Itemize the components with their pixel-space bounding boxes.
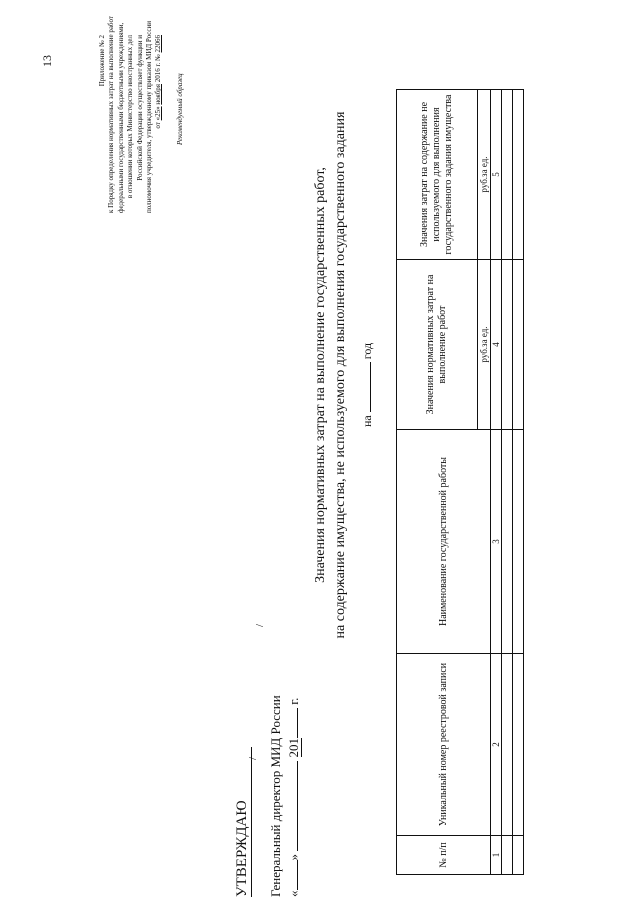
header-property-costs: Значения затрат на содержание не используемого для выполнения государственного задания имущества	[397, 90, 478, 260]
table-cell[interactable]	[502, 90, 513, 260]
header-work-costs: Значения нормативных затрат на выполнение работ	[397, 260, 478, 430]
column-number: 5	[491, 90, 502, 260]
column-number-row	[491, 90, 502, 875]
year-blank	[370, 362, 371, 412]
order-year: 2016 г. №	[154, 54, 163, 83]
table-cell[interactable]	[513, 430, 524, 654]
column-number: 3	[491, 430, 502, 654]
table-row	[502, 90, 513, 875]
norm-costs-table	[396, 89, 524, 875]
document-title	[311, 55, 351, 695]
signature-slash: /	[247, 756, 259, 760]
column-number: 2	[491, 654, 502, 836]
year-digit-blank	[296, 708, 298, 738]
table-cell[interactable]	[502, 260, 513, 430]
date-close-quote: »	[286, 854, 301, 861]
year-prefix: 201	[286, 738, 301, 758]
page-number: 13	[40, 55, 54, 67]
unit-cell: руб.за ед.	[478, 90, 491, 260]
appendix-line: в отношении которых Министерство иностранных дел	[126, 35, 135, 199]
table-cell[interactable]	[502, 654, 513, 836]
signature-line	[251, 747, 252, 897]
appendix-reference	[98, 16, 164, 213]
unit-cell: руб.за ед.	[478, 260, 491, 430]
table-cell[interactable]	[502, 430, 513, 654]
year-suffix: г.	[286, 697, 301, 705]
header-registry-number: Уникальный номер реестровой записи	[397, 654, 491, 836]
title-line-2: на содержание имущества, не используемого для выполнения государственного задания	[333, 111, 348, 639]
table-row	[513, 90, 524, 875]
order-month: ноября	[154, 84, 163, 105]
signature-slash: /	[254, 623, 266, 627]
day-blank	[296, 861, 298, 891]
table-cell[interactable]	[502, 836, 513, 875]
appendix-line: федеральными государственными бюджетными учреждениями,	[116, 22, 125, 213]
table-cell[interactable]	[513, 90, 524, 260]
table-header-row	[397, 90, 478, 875]
recommended-sample-note: Рекомендуемый образец	[176, 73, 184, 145]
header-work-name: Наименование государственной работы	[397, 430, 491, 654]
period-line	[360, 343, 375, 427]
month-blank	[296, 761, 298, 851]
appendix-line: к Порядку определения нормативных затрат на выполнение работ	[107, 16, 116, 213]
order-prefix: от	[154, 122, 163, 129]
order-day: «25»	[154, 106, 163, 121]
period-suffix: год	[360, 342, 374, 360]
column-number: 1	[491, 836, 502, 875]
header-number: № п/п	[397, 836, 491, 875]
title-line-1: Значения нормативных затрат на выполнение государственных работ,	[313, 167, 328, 583]
table-cell[interactable]	[513, 654, 524, 836]
order-number: 22066	[154, 35, 163, 53]
period-prefix: на	[360, 415, 374, 427]
appendix-line: Приложение № 2	[98, 35, 106, 87]
table-cell[interactable]	[513, 260, 524, 430]
appendix-line: Российской Федерации осуществляет функции и	[135, 35, 144, 181]
approval-date-line	[286, 698, 302, 897]
column-number: 4	[491, 260, 502, 430]
date-open-quote: «	[286, 890, 301, 897]
appendix-line: полномочия учредителя, утвержденному приказом МИД России	[145, 20, 154, 213]
table-cell[interactable]	[513, 836, 524, 875]
approver-title: Генеральный директор МИД России	[268, 695, 283, 897]
approval-heading: УТВЕРЖДАЮ	[234, 800, 250, 897]
order-line	[154, 35, 163, 213]
